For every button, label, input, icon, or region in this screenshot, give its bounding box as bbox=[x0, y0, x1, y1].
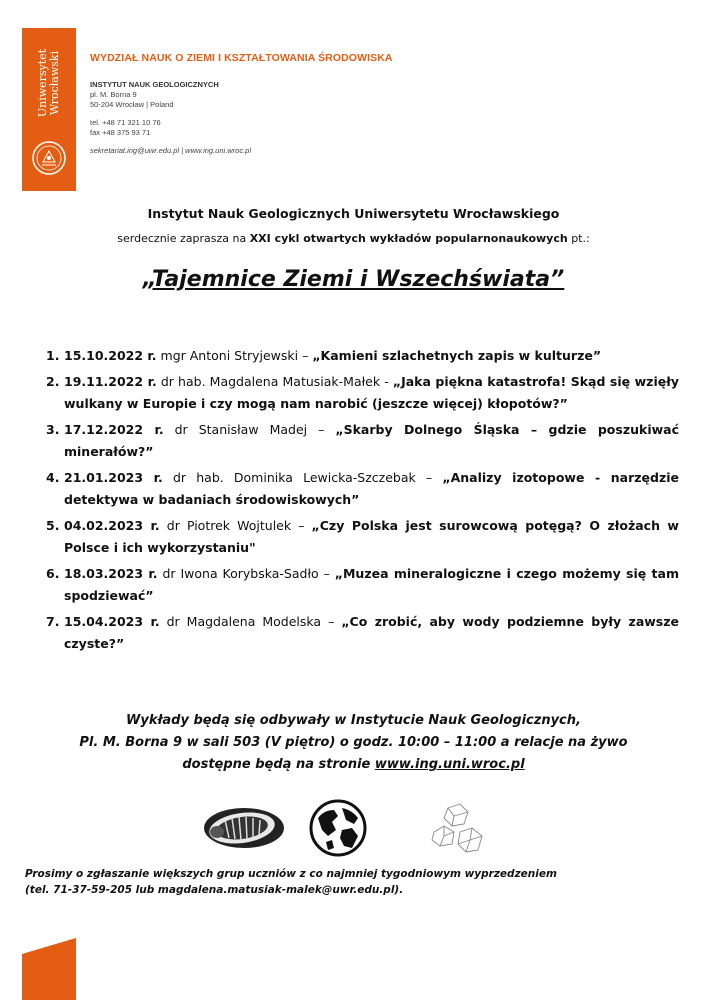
list-item: 3. 17.12.2022 r. dr Stanisław Madej – „Skarby Dolnego Śląska – gdzie poszukiwać minerałów?” bbox=[46, 422, 679, 459]
list-item: 4. 21.01.2023 r. dr hab. Dominika Lewicka-Szczebak – „Analizy izotopowe - narzędzie detektywa w badaniach środowiskowych” bbox=[46, 470, 679, 507]
institute-name: INSTYTUT NAUK GEOLOGICZNYCH bbox=[90, 80, 219, 89]
list-item: 2. 19.11.2022 r. dr hab. Magdalena Matusiak-Małek - „Jaka piękna katastrofa! Skąd się wzięły wulkany w Europie i czy mogą nam narobić (jeszcze więcej) kłopotów?” bbox=[46, 374, 679, 411]
list-item: 5. 04.02.2023 r. dr Piotrek Wojtulek – „Czy Polska jest surowcową potęgą? O złożach w Polsce i ich wykorzystaniu" bbox=[46, 518, 679, 555]
website-link[interactable]: www.ing.uni.wroc.pl bbox=[374, 757, 525, 772]
list-item: 1. 15.10.2022 r. mgr Antoni Stryjewski – „Kamieni szlachetnych zapis w kulturze” bbox=[46, 348, 602, 363]
list-item: 7. 15.04.2023 r. dr Magdalena Modelska – „Co zrobić, aby wody podziemne były zawsze czyste?” bbox=[46, 614, 680, 651]
venue-info bbox=[0, 710, 707, 776]
university-name-line-1: Uniwersytet bbox=[36, 48, 49, 118]
venue-line-3: dostępne będą na stronie www.ing.uni.wroc.pl bbox=[182, 757, 525, 772]
intro-heading: Instytut Nauk Geologicznych Uniwersytetu Wrocławskiego bbox=[147, 206, 560, 221]
corner-decoration bbox=[22, 938, 76, 1000]
university-seal-icon bbox=[31, 140, 67, 176]
series-title: „Tajemnice Ziemi i Wszechświata” bbox=[142, 267, 565, 292]
globe-icon bbox=[308, 798, 368, 858]
group-registration-note bbox=[25, 866, 695, 898]
intro-invitation: serdecznie zaprasza na XXI cykl otwartych wykładów popularnonaukowych pt.: bbox=[117, 232, 590, 245]
venue-line-1: Wykłady będą się odbywały w Instytucie Nauk Geologicznych, bbox=[126, 713, 581, 728]
list-item: 6. 18.03.2023 r. dr Iwona Korybska-Sadło – „Muzea mineralogiczne i czego możemy się tam spodziewać” bbox=[46, 566, 679, 603]
crystal-icon bbox=[428, 798, 488, 858]
venue-line-2: Pl. M. Borna 9 w sali 503 (V piętro) o godz. 10:00 – 11:00 a relacje na żywo bbox=[79, 735, 628, 750]
institute-address-block bbox=[90, 80, 251, 156]
note-line-1: Prosimy o zgłaszanie większych grup uczniów z co najmniej tygodniowym wyprzedzeniem bbox=[25, 868, 557, 880]
note-line-2: (tel. 71-37-59-205 lub magdalena.matusiak-malek@uwr.edu.pl). bbox=[25, 884, 404, 896]
address-line-1: pl. M. Borna 9 bbox=[90, 90, 137, 99]
illustrations bbox=[0, 798, 707, 858]
trilobite-icon bbox=[197, 798, 287, 858]
university-logo-text bbox=[22, 28, 76, 138]
fax-number: fax +48 375 93 71 bbox=[90, 128, 151, 137]
phone-number: tel. +48 71 321 10 76 bbox=[90, 118, 161, 127]
university-name-line-2: Wrocławski bbox=[48, 50, 61, 116]
contact-links[interactable]: sekretariat.ing@uwr.edu.pl | www.ing.uni.wroc.pl bbox=[90, 146, 252, 155]
lecture-list bbox=[46, 345, 679, 659]
faculty-name: WYDZIAŁ NAUK O ZIEMI I KSZTAŁTOWANIA ŚRODOWISKA bbox=[90, 52, 393, 64]
address-line-2: 50-204 Wrocław | Poland bbox=[90, 100, 174, 109]
